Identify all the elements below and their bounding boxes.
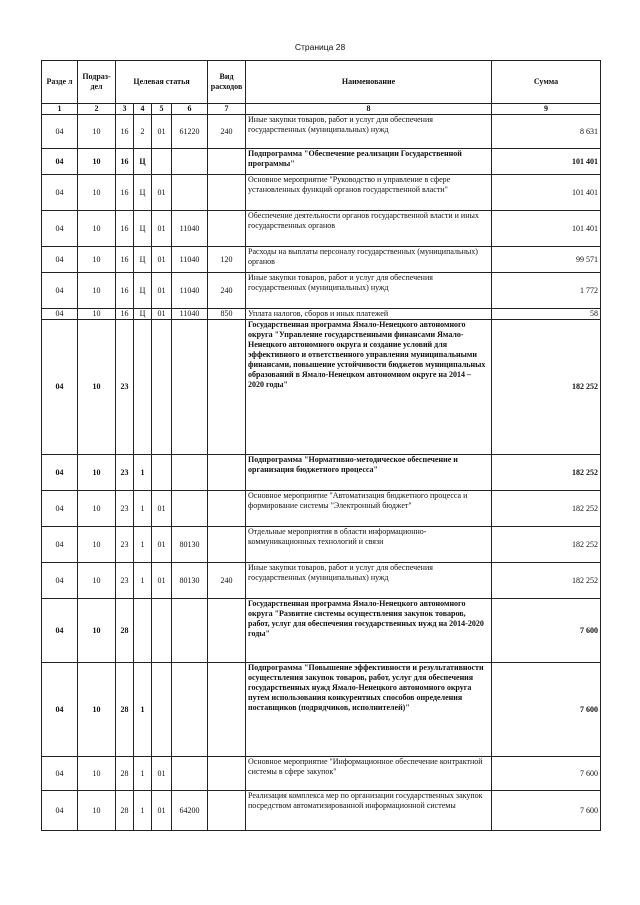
table-row bbox=[42, 247, 601, 273]
podrazdel-cell: 10 bbox=[78, 455, 116, 491]
cs2-cell: 1 bbox=[134, 491, 152, 527]
name-cell: Основное мероприятие "Руководство и управление в сфере установленных функций органов государственной власти" bbox=[246, 175, 492, 211]
cs3-cell: 01 bbox=[152, 175, 172, 211]
table-row bbox=[42, 115, 601, 149]
cs2-cell: 1 bbox=[134, 757, 152, 791]
cs2-cell: 1 bbox=[134, 663, 152, 757]
cs2-cell: Ц bbox=[134, 247, 152, 273]
cs2-cell: Ц bbox=[134, 273, 152, 309]
razdel-cell: 04 bbox=[42, 320, 78, 455]
column-number-row bbox=[42, 104, 601, 115]
sum-cell: 182 252 bbox=[492, 491, 601, 527]
podrazdel-cell: 10 bbox=[78, 320, 116, 455]
cs3-cell bbox=[152, 149, 172, 175]
sum-cell: 182 252 bbox=[492, 527, 601, 563]
sum-cell: 182 252 bbox=[492, 563, 601, 599]
cs4-cell: 61220 bbox=[172, 115, 208, 149]
cs3-cell bbox=[152, 455, 172, 491]
cs3-cell: 01 bbox=[152, 273, 172, 309]
cs3-cell bbox=[152, 599, 172, 663]
sum-cell: 1 772 bbox=[492, 273, 601, 309]
vid-cell bbox=[208, 599, 246, 663]
razdel-cell: 04 bbox=[42, 563, 78, 599]
header-row bbox=[42, 61, 601, 104]
cs1-cell: 16 bbox=[116, 247, 134, 273]
vid-cell bbox=[208, 320, 246, 455]
table-row bbox=[42, 175, 601, 211]
cs1-cell: 23 bbox=[116, 563, 134, 599]
vid-cell: 240 bbox=[208, 273, 246, 309]
cs2-cell: 1 bbox=[134, 455, 152, 491]
name-cell: Подпрограмма "Нормативно-методическое обеспечение и организация бюджетного процесса" bbox=[246, 455, 492, 491]
cs3-cell: 01 bbox=[152, 247, 172, 273]
cs4-cell: 80130 bbox=[172, 527, 208, 563]
cs3-cell: 01 bbox=[152, 211, 172, 247]
cs4-cell: 11040 bbox=[172, 273, 208, 309]
budget-table bbox=[41, 60, 601, 831]
header-celevaya: Целевая статья bbox=[116, 61, 208, 104]
cs4-cell: 11040 bbox=[172, 309, 208, 320]
header-name: Наименование bbox=[246, 61, 492, 104]
cs4-cell: 11040 bbox=[172, 211, 208, 247]
cs4-cell: 64200 bbox=[172, 791, 208, 831]
sum-cell: 7 600 bbox=[492, 599, 601, 663]
razdel-cell: 04 bbox=[42, 663, 78, 757]
name-cell: Отдельные мероприятия в области информационно-коммуникационных технологий и связи bbox=[246, 527, 492, 563]
podrazdel-cell: 10 bbox=[78, 273, 116, 309]
cs2-cell bbox=[134, 599, 152, 663]
table-row bbox=[42, 527, 601, 563]
name-cell: Основное мероприятие "Автоматизация бюджетного процесса и формирование системы "Электронный бюджет" bbox=[246, 491, 492, 527]
cs2-cell: 1 bbox=[134, 563, 152, 599]
table-row bbox=[42, 455, 601, 491]
cs1-cell: 16 bbox=[116, 175, 134, 211]
vid-cell bbox=[208, 211, 246, 247]
name-cell: Уплата налогов, сборов и иных платежей bbox=[246, 309, 492, 320]
cs1-cell: 16 bbox=[116, 211, 134, 247]
cs3-cell: 01 bbox=[152, 491, 172, 527]
table-row bbox=[42, 563, 601, 599]
cs4-cell: 11040 bbox=[172, 247, 208, 273]
page-label: Страница 28 bbox=[294, 42, 346, 52]
sum-cell: 101 401 bbox=[492, 149, 601, 175]
podrazdel-cell: 10 bbox=[78, 663, 116, 757]
cs4-cell bbox=[172, 455, 208, 491]
razdel-cell: 04 bbox=[42, 791, 78, 831]
cs1-cell: 23 bbox=[116, 491, 134, 527]
cs1-cell: 16 bbox=[116, 273, 134, 309]
podrazdel-cell: 10 bbox=[78, 527, 116, 563]
vid-cell: 240 bbox=[208, 563, 246, 599]
name-cell: Иные закупки товаров, работ и услуг для обеспечения государственных (муниципальных) нужд bbox=[246, 115, 492, 149]
sum-cell: 8 631 bbox=[492, 115, 601, 149]
header-sum: Сумма bbox=[492, 61, 601, 104]
table-row bbox=[42, 309, 601, 320]
cs1-cell: 28 bbox=[116, 757, 134, 791]
table-row bbox=[42, 149, 601, 175]
cs1-cell: 16 bbox=[116, 115, 134, 149]
razdel-cell: 04 bbox=[42, 175, 78, 211]
col-number: 4 bbox=[134, 104, 152, 115]
vid-cell: 850 bbox=[208, 309, 246, 320]
podrazdel-cell: 10 bbox=[78, 175, 116, 211]
sum-cell: 182 252 bbox=[492, 455, 601, 491]
col-number: 7 bbox=[208, 104, 246, 115]
name-cell: Иные закупки товаров, работ и услуг для обеспечения государственных (муниципальных) нужд bbox=[246, 563, 492, 599]
cs3-cell bbox=[152, 320, 172, 455]
cs4-cell bbox=[172, 149, 208, 175]
table-row bbox=[42, 599, 601, 663]
cs3-cell bbox=[152, 663, 172, 757]
cs1-cell: 16 bbox=[116, 309, 134, 320]
podrazdel-cell: 10 bbox=[78, 491, 116, 527]
cs3-cell: 01 bbox=[152, 527, 172, 563]
podrazdel-cell: 10 bbox=[78, 247, 116, 273]
name-cell: Реализация комплекса мер по организации государственных закупок посредством автоматизированной информационной системы bbox=[246, 791, 492, 831]
cs1-cell: 16 bbox=[116, 149, 134, 175]
col-number: 5 bbox=[152, 104, 172, 115]
razdel-cell: 04 bbox=[42, 211, 78, 247]
sum-cell: 7 600 bbox=[492, 757, 601, 791]
podrazdel-cell: 10 bbox=[78, 791, 116, 831]
podrazdel-cell: 10 bbox=[78, 757, 116, 791]
sum-cell: 7 600 bbox=[492, 663, 601, 757]
cs4-cell bbox=[172, 599, 208, 663]
cs4-cell bbox=[172, 175, 208, 211]
cs2-cell: Ц bbox=[134, 309, 152, 320]
header-podrazdel: Подраз-дел bbox=[78, 61, 116, 104]
header-razdel: Разде л bbox=[42, 61, 78, 104]
vid-cell bbox=[208, 663, 246, 757]
sum-cell: 101 401 bbox=[492, 211, 601, 247]
cs1-cell: 28 bbox=[116, 791, 134, 831]
cs4-cell: 80130 bbox=[172, 563, 208, 599]
cs4-cell bbox=[172, 757, 208, 791]
vid-cell bbox=[208, 455, 246, 491]
name-cell: Обеспечение деятельности органов государственной власти и иных государственных органов bbox=[246, 211, 492, 247]
razdel-cell: 04 bbox=[42, 309, 78, 320]
podrazdel-cell: 10 bbox=[78, 149, 116, 175]
vid-cell bbox=[208, 527, 246, 563]
cs3-cell: 01 bbox=[152, 309, 172, 320]
name-cell: Подпрограмма "Обеспечение реализации Государственной программы" bbox=[246, 149, 492, 175]
vid-cell bbox=[208, 175, 246, 211]
col-number: 9 bbox=[492, 104, 601, 115]
sum-cell: 101 401 bbox=[492, 175, 601, 211]
header-vid: Вид расходов bbox=[208, 61, 246, 104]
cs2-cell: Ц bbox=[134, 149, 152, 175]
razdel-cell: 04 bbox=[42, 455, 78, 491]
podrazdel-cell: 10 bbox=[78, 211, 116, 247]
cs3-cell: 01 bbox=[152, 791, 172, 831]
name-cell: Государственная программа Ямало-Ненецкого автономного округа "Развитие системы осуществления закупок товаров, работ, услуг для обеспечения государственных нужд на 2014-2020 годы" bbox=[246, 599, 492, 663]
razdel-cell: 04 bbox=[42, 247, 78, 273]
vid-cell bbox=[208, 757, 246, 791]
cs4-cell bbox=[172, 320, 208, 455]
cs3-cell: 01 bbox=[152, 115, 172, 149]
cs2-cell bbox=[134, 320, 152, 455]
cs1-cell: 23 bbox=[116, 527, 134, 563]
cs2-cell: 1 bbox=[134, 527, 152, 563]
vid-cell bbox=[208, 791, 246, 831]
cs3-cell: 01 bbox=[152, 757, 172, 791]
cs1-cell: 28 bbox=[116, 599, 134, 663]
col-number: 3 bbox=[116, 104, 134, 115]
name-cell: Подпрограмма "Повышение эффективности и результативности осуществления закупок товаров, работ, услуг для обеспечения государственных нужд Ямало-Ненецкого автономного округа путем использования конкурентных способов определения поставщиков (подрядчиков, исполнителей)" bbox=[246, 663, 492, 757]
name-cell: Иные закупки товаров, работ и услуг для обеспечения государственных (муниципальных) нужд bbox=[246, 273, 492, 309]
table-row bbox=[42, 273, 601, 309]
vid-cell: 120 bbox=[208, 247, 246, 273]
podrazdel-cell: 10 bbox=[78, 309, 116, 320]
razdel-cell: 04 bbox=[42, 273, 78, 309]
sum-cell: 7 600 bbox=[492, 791, 601, 831]
col-number: 2 bbox=[78, 104, 116, 115]
razdel-cell: 04 bbox=[42, 757, 78, 791]
table-row bbox=[42, 211, 601, 247]
cs3-cell: 01 bbox=[152, 563, 172, 599]
razdel-cell: 04 bbox=[42, 491, 78, 527]
razdel-cell: 04 bbox=[42, 149, 78, 175]
name-cell: Государственная программа Ямало-Ненецкого автономного округа "Управление государственными финансами Ямало-Ненецкого автономного округа и создание условий для эффективного и ответственного управления муниципальными финансами, повышение устойчивости бюджетов муниципальных образований в Ямало-Ненецком автономном округе на 2014 – 2020 годы" bbox=[246, 320, 492, 455]
table-row bbox=[42, 791, 601, 831]
razdel-cell: 04 bbox=[42, 599, 78, 663]
cs4-cell bbox=[172, 663, 208, 757]
razdel-cell: 04 bbox=[42, 115, 78, 149]
sum-cell: 99 571 bbox=[492, 247, 601, 273]
vid-cell bbox=[208, 491, 246, 527]
table-row bbox=[42, 320, 601, 455]
name-cell: Основное мероприятие "Информационное обеспечение контрактной системы в сфере закупок" bbox=[246, 757, 492, 791]
cs1-cell: 23 bbox=[116, 455, 134, 491]
table-row bbox=[42, 757, 601, 791]
podrazdel-cell: 10 bbox=[78, 563, 116, 599]
cs2-cell: 1 bbox=[134, 791, 152, 831]
sum-cell: 182 252 bbox=[492, 320, 601, 455]
table-row bbox=[42, 491, 601, 527]
razdel-cell: 04 bbox=[42, 527, 78, 563]
cs2-cell: 2 bbox=[134, 115, 152, 149]
col-number: 1 bbox=[42, 104, 78, 115]
name-cell: Расходы на выплаты персоналу государственных (муниципальных) органов bbox=[246, 247, 492, 273]
cs1-cell: 23 bbox=[116, 320, 134, 455]
cs1-cell: 28 bbox=[116, 663, 134, 757]
vid-cell: 240 bbox=[208, 115, 246, 149]
cs2-cell: Ц bbox=[134, 211, 152, 247]
col-number: 6 bbox=[172, 104, 208, 115]
col-number: 8 bbox=[246, 104, 492, 115]
vid-cell bbox=[208, 149, 246, 175]
podrazdel-cell: 10 bbox=[78, 599, 116, 663]
podrazdel-cell: 10 bbox=[78, 115, 116, 149]
cs2-cell: Ц bbox=[134, 175, 152, 211]
table-row bbox=[42, 663, 601, 757]
cs4-cell bbox=[172, 491, 208, 527]
sum-cell: 58 bbox=[492, 309, 601, 320]
